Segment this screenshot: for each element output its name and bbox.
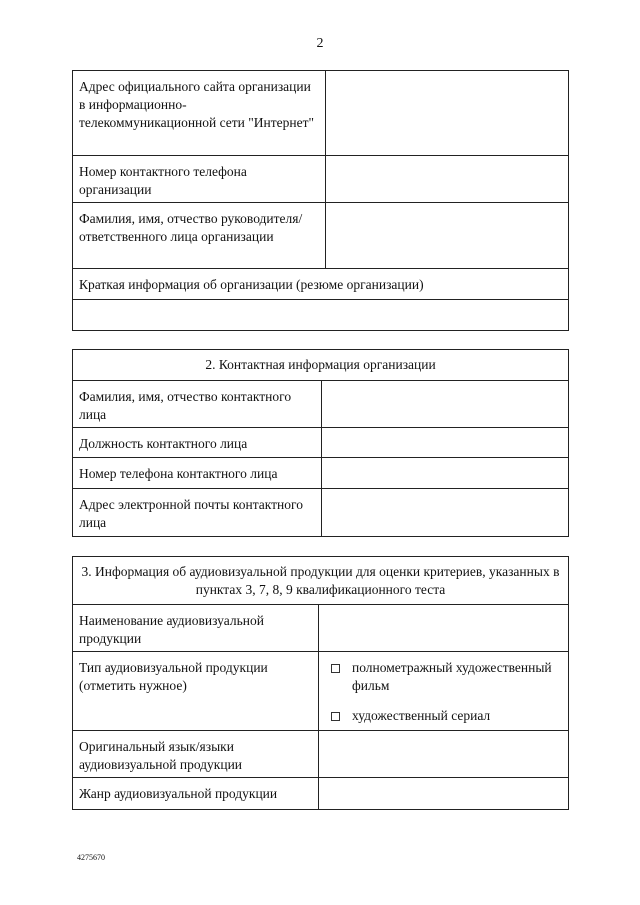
checkbox-icon[interactable] bbox=[331, 664, 340, 673]
document-code: 4275670 bbox=[77, 853, 105, 862]
contact-phone-label: Номер телефона контактного лица bbox=[73, 458, 322, 489]
head-name-label: Фамилия, имя, отчество руководителя/ответственного лица организации bbox=[73, 203, 326, 269]
option-feature-film[interactable] bbox=[325, 659, 562, 695]
phone-label: Номер контактного телефона организации bbox=[73, 156, 326, 203]
page-number: 2 bbox=[316, 36, 324, 51]
product-name-label: Наименование аудиовизуальной продукции bbox=[73, 605, 319, 652]
contact-position-value[interactable] bbox=[322, 428, 569, 458]
audiovisual-info-header: 3. Информация об аудиовизуальной продукции для оценки критериев, указанных в пунктах 3, 7, 8, 9 квалификационного теста bbox=[73, 557, 569, 605]
language-value[interactable] bbox=[319, 731, 569, 778]
product-type-options bbox=[319, 652, 569, 731]
audiovisual-info-table bbox=[72, 556, 569, 810]
contact-name-label: Фамилия, имя, отчество контактного лица bbox=[73, 381, 322, 428]
product-type-label: Тип аудиовизуальной продукции (отметить нужное) bbox=[73, 652, 319, 731]
option-series-label: художественный сериал bbox=[352, 708, 491, 723]
genre-value[interactable] bbox=[319, 778, 569, 810]
contact-info-table bbox=[72, 349, 569, 537]
checkbox-icon[interactable] bbox=[331, 712, 340, 721]
product-name-value[interactable] bbox=[319, 605, 569, 652]
website-label: Адрес официального сайта организации в информационно-телекоммуникационной сети "Интернет" bbox=[73, 71, 326, 156]
head-name-value[interactable] bbox=[326, 203, 569, 269]
language-label: Оригинальный язык/языки аудиовизуальной продукции bbox=[73, 731, 319, 778]
option-feature-film-label: полнометражный художественный фильм bbox=[352, 660, 552, 693]
phone-value[interactable] bbox=[326, 156, 569, 203]
contact-name-value[interactable] bbox=[322, 381, 569, 428]
contact-email-value[interactable] bbox=[322, 489, 569, 537]
genre-label: Жанр аудиовизуальной продукции bbox=[73, 778, 319, 810]
contact-email-label: Адрес электронной почты контактного лица bbox=[73, 489, 322, 537]
contact-position-label: Должность контактного лица bbox=[73, 428, 322, 458]
summary-label: Краткая информация об организации (резюме организации) bbox=[73, 269, 569, 300]
summary-value[interactable] bbox=[73, 300, 569, 331]
website-value[interactable] bbox=[326, 71, 569, 156]
option-series[interactable] bbox=[325, 707, 562, 725]
organization-info-table bbox=[72, 70, 569, 331]
contact-phone-value[interactable] bbox=[322, 458, 569, 489]
contact-info-header: 2. Контактная информация организации bbox=[73, 350, 569, 381]
